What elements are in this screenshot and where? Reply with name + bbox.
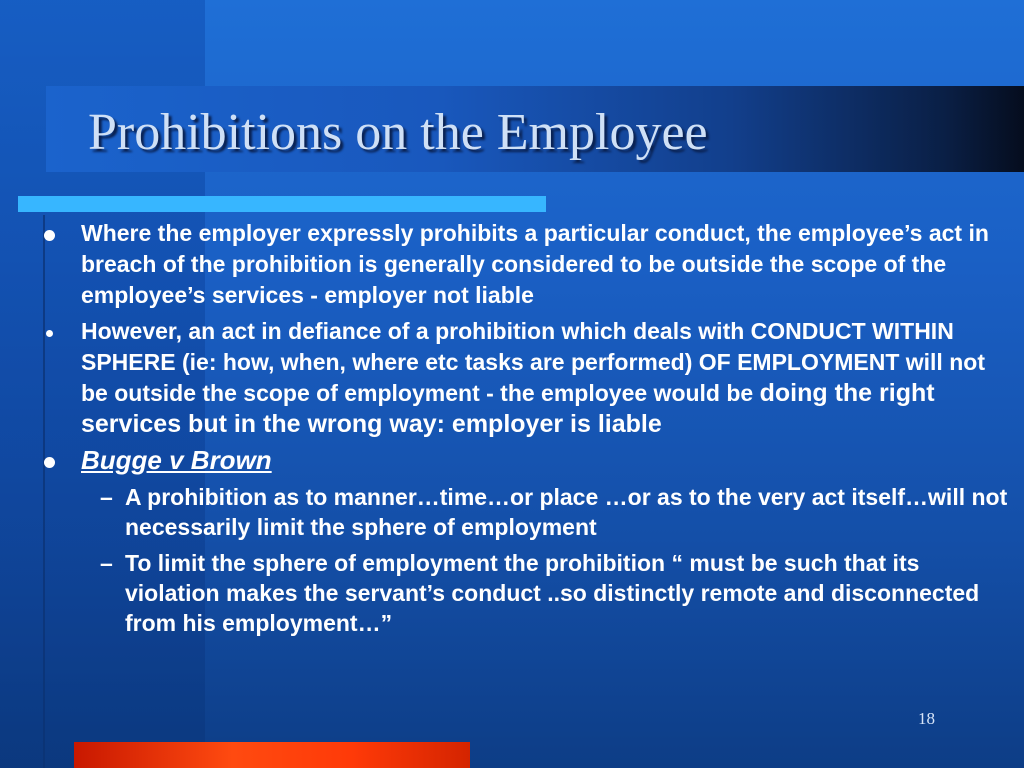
bullet-item: [40, 316, 1015, 440]
bullet-text: However, an act in defiance of a prohibition which deals with CONDUCT WITHIN SPHERE (ie: how, when, where etc tasks are performed) OF EMPLOYMENT will not be outside the scope of employment - the employee would be: [81, 318, 985, 406]
case-title: Bugge v Brown: [81, 445, 272, 475]
bullet-item: [40, 445, 1015, 477]
bullet-emphasis-text: doing the right services but in the wrong way: employer is liable: [81, 379, 935, 438]
sub-bullet-item: [40, 482, 1015, 542]
page-number: 18: [918, 709, 935, 728]
sub-bullet-text: To limit the sphere of employment the prohibition “ must be such that its violation makes the servant’s conduct ..so distinctly remote and disconnected from his employment…”: [125, 550, 980, 636]
slide-content: [40, 218, 1015, 644]
dash-icon: –: [100, 550, 113, 576]
accent-bar: [18, 196, 546, 212]
bullet-icon: [46, 330, 53, 337]
bullet-icon: [44, 457, 55, 468]
dash-icon: –: [100, 484, 113, 510]
slide-title: Prohibitions on the Employee: [88, 104, 708, 161]
sub-bullet-text: A prohibition as to manner…time…or place …or as to the very act itself…will not necessarily limit the sphere of employment: [125, 484, 1008, 540]
sub-bullet-item: [40, 548, 1015, 638]
bottom-decorative-bar: [74, 742, 470, 768]
bullet-icon: [44, 230, 55, 241]
bullet-text: Where the employer expressly prohibits a particular conduct, the employee’s act in breach of the prohibition is generally considered to be outside the scope of the employee’s services - employer not liable: [81, 220, 989, 308]
bullet-item: [40, 218, 1015, 311]
